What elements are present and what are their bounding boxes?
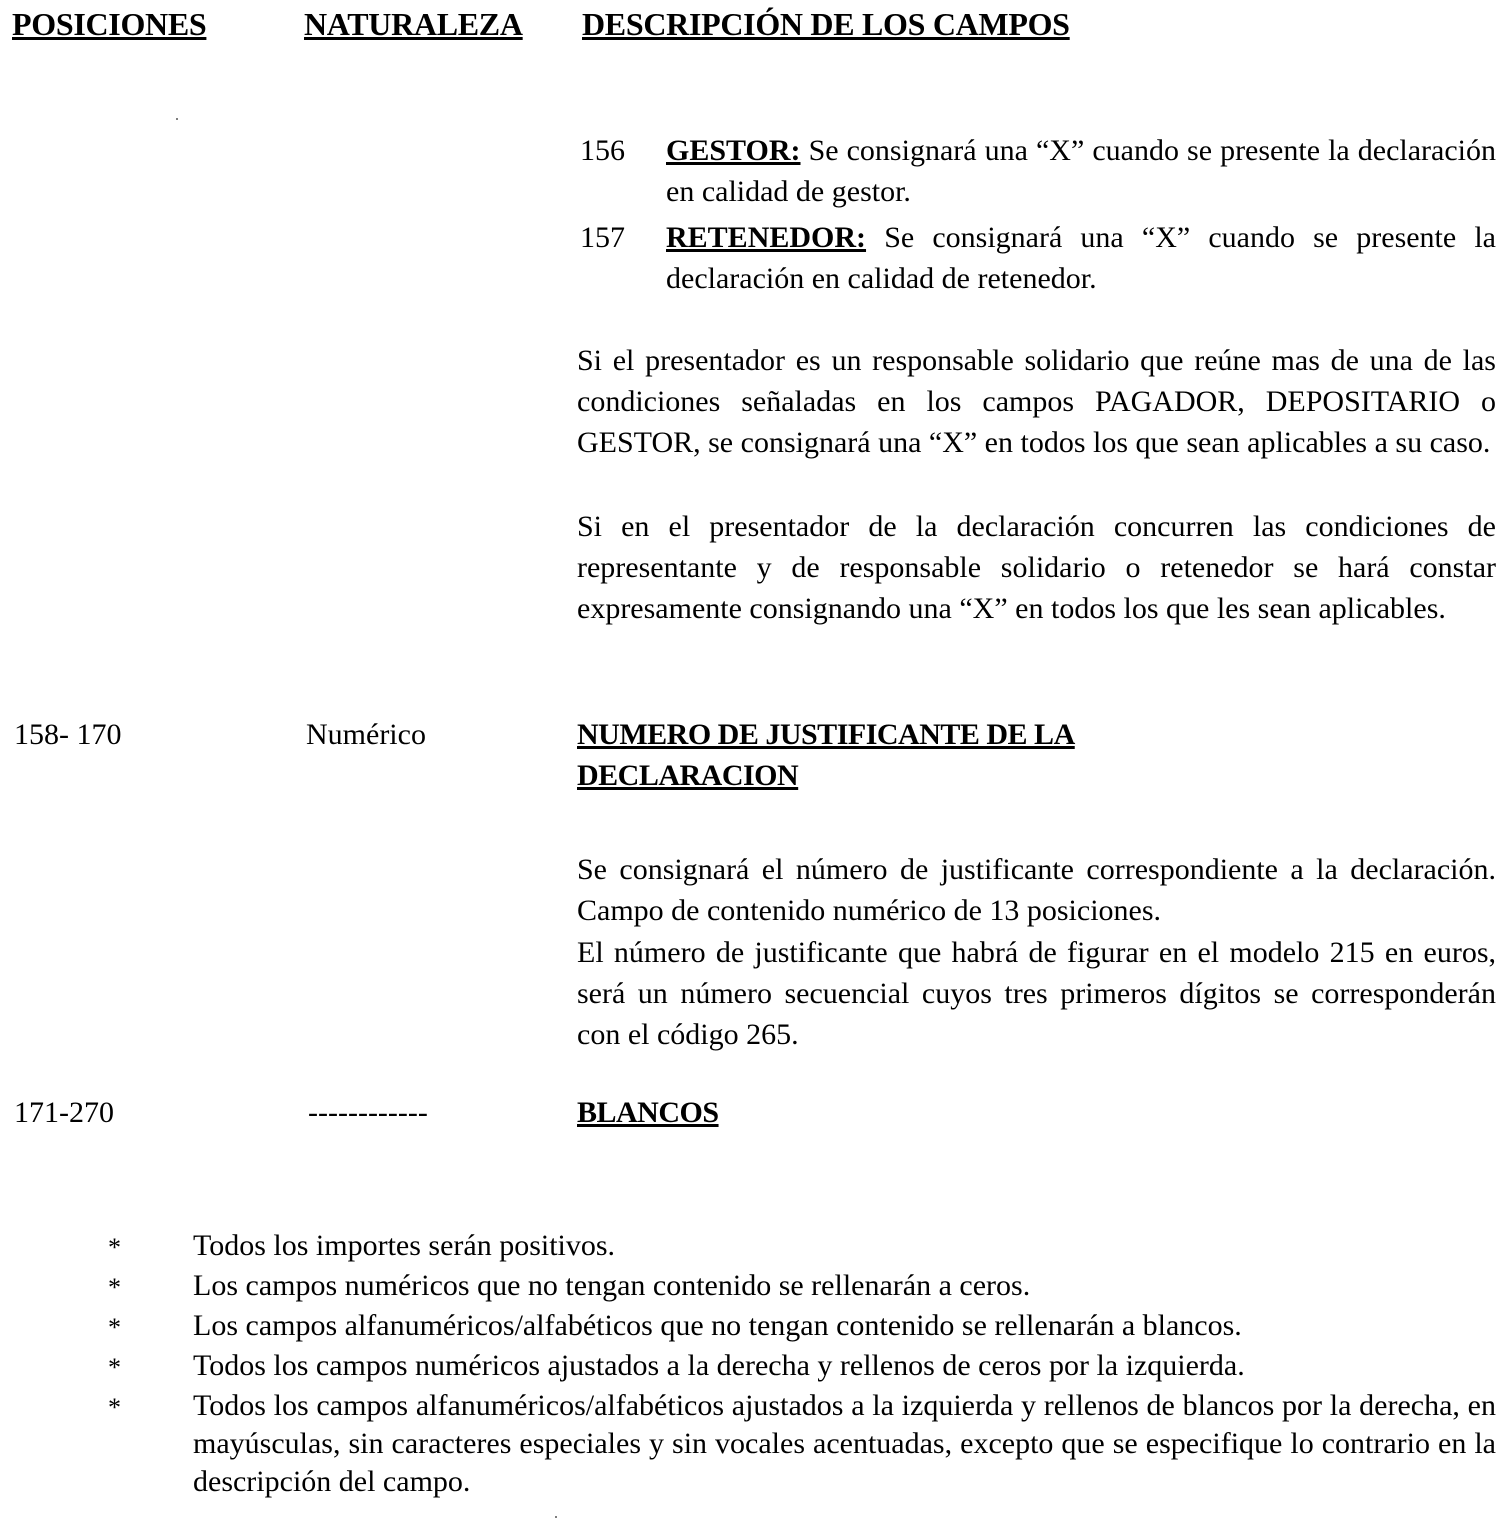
header-positions: POSICIONES xyxy=(12,6,207,42)
header-description: DESCRIPCIÓN DE LOS CAMPOS xyxy=(582,6,1070,42)
note-bullet: * xyxy=(108,1273,121,1302)
item-156-description: Se consignará una “X” cuando se presente la declaración en calidad de gestor. xyxy=(666,134,1497,208)
field-desc2-158-170: El número de justificante que habrá de figurar en el modelo 215 en euros, será un número secuencial cuyos tres primeros dígitos se corresponderán con el código 265. xyxy=(577,936,1496,1051)
item-157-description: Se consignará una “X” cuando se presente la declaración en calidad de retenedor. xyxy=(666,221,1497,295)
field-positions-171-270: 171-270 xyxy=(14,1096,114,1129)
note-item: Todos los importes serán positivos. xyxy=(193,1229,616,1262)
field-nature-171-270: ------------ xyxy=(308,1096,428,1129)
field-nature-158-170: Numérico xyxy=(306,718,426,751)
item-157-text xyxy=(666,217,1496,299)
item-157-label: RETENEDOR: xyxy=(666,221,867,254)
item-number-156: 156 xyxy=(580,134,625,167)
header-nature: NATURALEZA xyxy=(304,6,523,42)
paragraph-responsable-solidario: Si el presentador es un responsable solidario que reúne mas de una de las condiciones señaladas en los campos PAGADOR, DEPOSITARIO o GESTOR, se consignará una “X” en todos los que sean aplicables a su caso. xyxy=(577,344,1496,459)
note-bullet: * xyxy=(108,1233,121,1262)
scan-speck xyxy=(555,1516,557,1518)
note-item: Todos los campos alfanuméricos/alfabéticos ajustados a la izquierda y rellenos de blancos por la derecha, en mayúsculas, sin caracteres especiales y sin vocales acentuadas, excepto que se especifique lo contrario en la descripción del campo. xyxy=(193,1389,1496,1498)
field-desc1-158-170: Se consignará el número de justificante correspondiente a la declaración. Campo de contenido numérico de 13 posiciones. xyxy=(577,853,1496,927)
note-bullet: * xyxy=(108,1313,121,1342)
note-item: Todos los campos numéricos ajustados a la derecha y rellenos de ceros por la izquierda. xyxy=(193,1349,1245,1382)
field-title-158-170: NUMERO DE JUSTIFICANTE DE LA DECLARACION xyxy=(577,718,1075,792)
item-156-label: GESTOR: xyxy=(666,134,801,167)
item-156-text xyxy=(666,130,1496,212)
paragraph-representante: Si en el presentador de la declaración concurren las condiciones de representante y de responsable solidario o retenedor se hará constar expresamente consignando una “X” en todos los que les sean aplicables. xyxy=(577,510,1496,625)
item-number-157: 157 xyxy=(580,221,625,254)
field-positions-158-170: 158- 170 xyxy=(14,718,122,751)
note-bullet: * xyxy=(108,1393,121,1422)
note-item: Los campos alfanuméricos/alfabéticos que no tengan contenido se rellenarán a blancos. xyxy=(193,1309,1242,1342)
note-item: Los campos numéricos que no tengan contenido se rellenarán a ceros. xyxy=(193,1269,1031,1302)
scan-speck xyxy=(176,118,178,120)
note-bullet: * xyxy=(108,1353,121,1382)
field-title-171-270: BLANCOS xyxy=(577,1096,719,1129)
